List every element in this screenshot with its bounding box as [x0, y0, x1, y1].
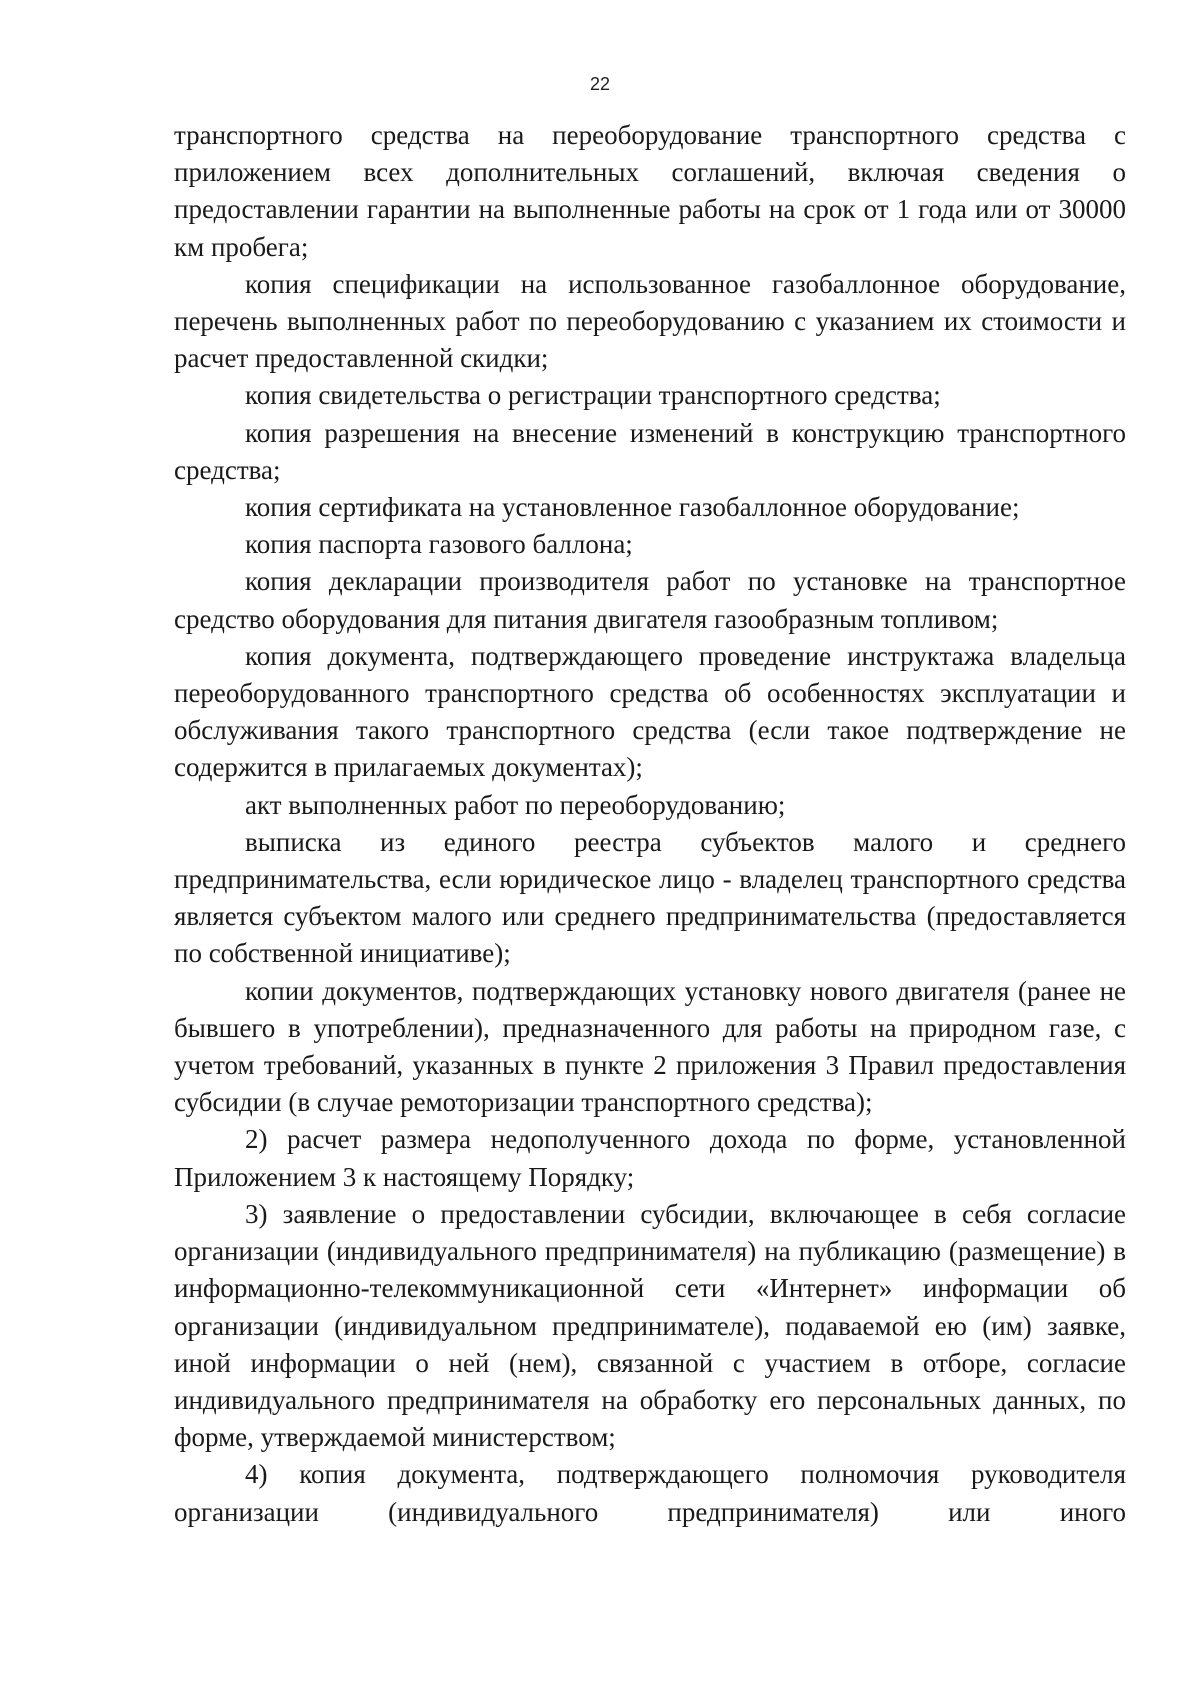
- paragraph: 2) расчет размера недополученного дохода по форме, установленной Приложением 3 к настоящему Порядку;: [174, 1124, 1126, 1192]
- paragraph: копия паспорта газового баллона;: [245, 529, 633, 560]
- paragraph: копии документов, подтверждающих установку нового двигателя (ранее не бывшего в употреблении), предназначенного для работы на природном газе, с учетом требований, указанных в пункте 2 приложения 3 Правил предоставления субсидии (в случае ремоторизации транспортного средства);: [174, 975, 1126, 1118]
- paragraph: 4) копия документа, подтверждающего полномочия руководителя организации (индивидуального предпринимателя) или иного: [174, 1459, 1126, 1527]
- document-body: [174, 117, 1126, 1531]
- paragraph: копия сертификата на установленное газобаллонное оборудование;: [245, 492, 1020, 523]
- paragraph: транспортного средства на переоборудование транспортного средства с приложением всех дополнительных соглашений, включая сведения о предоставлении гарантии на выполненные работы на срок от 1 года или от 30000 км пробега;: [174, 120, 1126, 262]
- paragraph: выписка из единого реестра субъектов малого и среднего предпринимательства, если юридическое лицо - владелец транспортного средства является субъектом малого или среднего предпринимательства (предоставляется по собственной инициативе);: [174, 826, 1126, 969]
- paragraph: 3) заявление о предоставлении субсидии, включающее в себя согласие организации (индивидуального предпринимателя) на публикацию (размещение) в информационно-телекоммуникационной сети «Интернет» информации об организации (индивидуальном предпринимателе), подаваемой ею (им) заявке, иной информации о ней (нем), связанной с участием в отборе, согласие индивидуального предпринимателя на обработку его персональных данных, по форме, утверждаемой министерством;: [174, 1198, 1126, 1453]
- paragraph: копия документа, подтверждающего проведение инструктажа владельца переоборудованного транспортного средства об особенностях эксплуатации и обслуживания такого транспортного средства (если такое подтверждение не содержится в прилагаемых документах);: [174, 640, 1126, 783]
- page-number: 22: [589, 74, 611, 94]
- paragraph: копия декларации производителя работ по установке на транспортное средство оборудования для питания двигателя газообразным топливом;: [174, 566, 1126, 634]
- paragraph: копия свидетельства о регистрации транспортного средства;: [245, 380, 941, 411]
- paragraph: копия разрешения на внесение изменений в конструкцию транспортного средства;: [174, 417, 1126, 485]
- paragraph: акт выполненных работ по переоборудованию;: [245, 789, 786, 820]
- paragraph: копия спецификации на использованное газобаллонное оборудование, перечень выполненных работ по переоборудованию с указанием их стоимости и расчет предоставленной скидки;: [174, 268, 1126, 374]
